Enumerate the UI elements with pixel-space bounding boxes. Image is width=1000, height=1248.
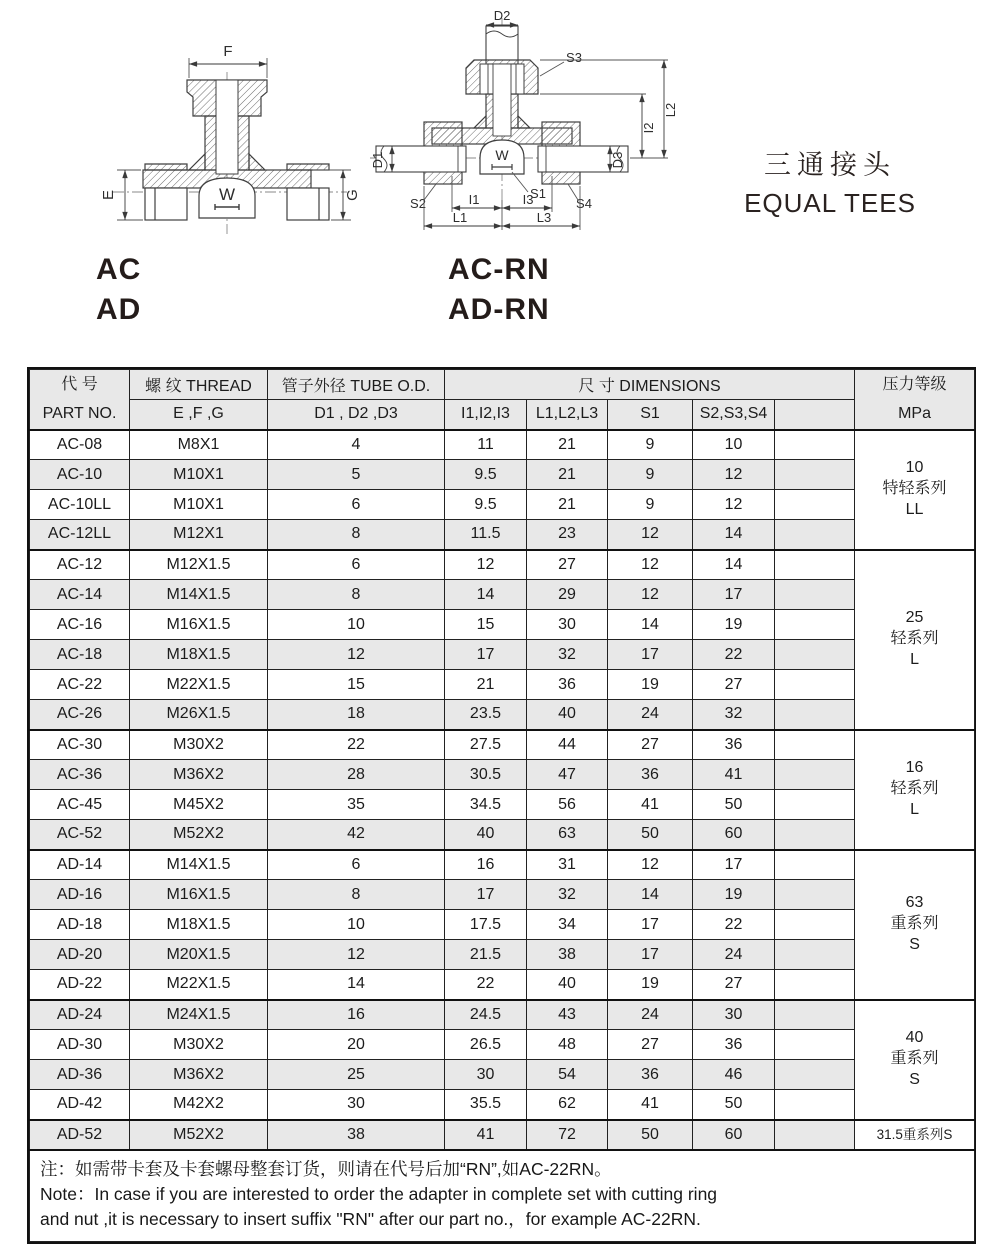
- cell-part-no: AC-52: [30, 820, 130, 850]
- col-header-l: L1,L2,L3: [527, 400, 608, 430]
- cell-s234: 19: [693, 610, 775, 640]
- cell-s1: 14: [608, 610, 693, 640]
- cell-s234: 22: [693, 910, 775, 940]
- note-cell: [30, 1150, 975, 1242]
- cell-tube-od: 15: [268, 670, 445, 700]
- cell-part-no: AD-14: [30, 850, 130, 880]
- cell-tube-od: 4: [268, 430, 445, 460]
- cell-thread: M20X1.5: [130, 940, 268, 970]
- cell-blank: [775, 790, 855, 820]
- cell-l: 43: [527, 1000, 608, 1030]
- s3-leader: [540, 62, 564, 76]
- cell-thread: M52X2: [130, 820, 268, 850]
- table-row: [30, 490, 975, 520]
- cell-l: 23: [527, 520, 608, 550]
- cell-s1: 19: [608, 670, 693, 700]
- cell-blank: [775, 850, 855, 880]
- cell-i: 11: [445, 430, 527, 460]
- cell-s234: 24: [693, 940, 775, 970]
- cell-thread: M8X1: [130, 430, 268, 460]
- cell-tube-od: 16: [268, 1000, 445, 1030]
- s1-leader: [512, 172, 528, 192]
- title-block: [690, 143, 970, 219]
- cell-tube-od: 42: [268, 820, 445, 850]
- pressure-rating-cell: 31.5重系列S: [855, 1120, 975, 1150]
- table-row: [30, 1060, 975, 1090]
- cell-i: 14: [445, 580, 527, 610]
- cell-blank: [775, 880, 855, 910]
- cell-s1: 9: [608, 460, 693, 490]
- cell-s1: 17: [608, 940, 693, 970]
- cell-s234: 41: [693, 760, 775, 790]
- dim-label-d3: D3: [610, 151, 625, 169]
- cell-i: 26.5: [445, 1030, 527, 1060]
- diagram-tee-assembly: [362, 10, 692, 245]
- cell-blank: [775, 490, 855, 520]
- cell-tube-od: 14: [268, 970, 445, 1000]
- diagram-tee-section: [55, 28, 365, 245]
- dim-label-i2: I2: [641, 122, 656, 134]
- cell-tube-od: 28: [268, 760, 445, 790]
- cell-blank: [775, 940, 855, 970]
- cell-thread: M18X1.5: [130, 910, 268, 940]
- cell-s1: 41: [608, 790, 693, 820]
- cell-part-no: AD-30: [30, 1030, 130, 1060]
- cell-s1: 27: [608, 1030, 693, 1060]
- cell-thread: M24X1.5: [130, 1000, 268, 1030]
- cell-part-no: AD-18: [30, 910, 130, 940]
- cell-l: 34: [527, 910, 608, 940]
- cell-tube-od: 12: [268, 940, 445, 970]
- col-header-thread: 螺 纹 THREAD: [130, 370, 268, 400]
- note-line-1: 注：如需带卡套及卡套螺母整套订货，则请在代号后加“RN”,如AC-22RN。: [40, 1158, 612, 1179]
- cell-s1: 24: [608, 700, 693, 730]
- cell-l: 36: [527, 670, 608, 700]
- cell-tube-od: 10: [268, 610, 445, 640]
- cell-s1: 12: [608, 520, 693, 550]
- cell-s234: 22: [693, 640, 775, 670]
- cell-thread: M10X1: [130, 490, 268, 520]
- col-header-s234: S2,S3,S4: [693, 400, 775, 430]
- pressure-rating-cell: 25 轻系列 L: [855, 550, 975, 730]
- cell-part-no: AC-12LL: [30, 520, 130, 550]
- cell-thread: M18X1.5: [130, 640, 268, 670]
- cell-i: 15: [445, 610, 527, 640]
- cell-l: 21: [527, 490, 608, 520]
- cell-tube-od: 20: [268, 1030, 445, 1060]
- cell-tube-od: 10: [268, 910, 445, 940]
- cell-l: 44: [527, 730, 608, 760]
- col-header-pressure-cn: 压力等级: [882, 376, 947, 394]
- cell-thread: M36X2: [130, 760, 268, 790]
- cell-part-no: AC-12: [30, 550, 130, 580]
- dim-label-i3: I3: [522, 192, 534, 207]
- dim-label-s3: S3: [566, 50, 582, 65]
- brand-logo: W: [495, 147, 509, 163]
- cell-thread: M26X1.5: [130, 700, 268, 730]
- cell-l: 31: [527, 850, 608, 880]
- cell-i: 22: [445, 970, 527, 1000]
- table-row: [30, 730, 975, 760]
- cell-i: 21: [445, 670, 527, 700]
- product-code-ac: AC: [96, 253, 142, 286]
- dim-label-e: E: [100, 189, 117, 201]
- col-header-pressure: [855, 370, 975, 430]
- cell-s1: 12: [608, 850, 693, 880]
- cell-l: 47: [527, 760, 608, 790]
- table-row: [30, 1090, 975, 1120]
- dim-label-d1: D1: [370, 151, 385, 169]
- cell-s1: 41: [608, 1090, 693, 1120]
- cell-thread: M45X2: [130, 790, 268, 820]
- cell-i: 40: [445, 820, 527, 850]
- cell-tube-od: 8: [268, 520, 445, 550]
- cell-l: 40: [527, 700, 608, 730]
- dim-label-g: G: [344, 189, 361, 201]
- dim-label-l1: L1: [452, 210, 468, 225]
- cell-s1: 24: [608, 1000, 693, 1030]
- cell-tube-od: 8: [268, 580, 445, 610]
- cell-blank: [775, 970, 855, 1000]
- cell-thread: M22X1.5: [130, 670, 268, 700]
- cell-i: 24.5: [445, 1000, 527, 1030]
- cell-s1: 36: [608, 1060, 693, 1090]
- cell-s1: 17: [608, 910, 693, 940]
- product-code-ad: AD: [96, 293, 142, 326]
- cell-tube-od: 8: [268, 880, 445, 910]
- cell-s234: 60: [693, 820, 775, 850]
- note-line-2: Note：In case if you are interested to order the adapter in complete set with cutting ring: [40, 1183, 718, 1204]
- cell-thread: M30X2: [130, 1030, 268, 1060]
- cell-part-no: AC-14: [30, 580, 130, 610]
- cell-i: 27.5: [445, 730, 527, 760]
- cell-s234: 46: [693, 1060, 775, 1090]
- cell-tube-od: 38: [268, 1120, 445, 1150]
- col-header-tube-od: 管子外径 TUBE O.D.: [268, 370, 445, 400]
- cell-s234: 17: [693, 580, 775, 610]
- table-row: [30, 1030, 975, 1060]
- cell-l: 38: [527, 940, 608, 970]
- cell-s1: 19: [608, 970, 693, 1000]
- cell-part-no: AD-24: [30, 1000, 130, 1030]
- cell-thread: M12X1.5: [130, 550, 268, 580]
- col-header-i: I1,I2,I3: [445, 400, 527, 430]
- cell-part-no: AC-26: [30, 700, 130, 730]
- cell-blank: [775, 430, 855, 460]
- cell-part-no: AC-16: [30, 610, 130, 640]
- table-row: [30, 460, 975, 490]
- table-row: [30, 850, 975, 880]
- cell-blank: [775, 1090, 855, 1120]
- dim-label-i1: I1: [468, 192, 480, 207]
- cell-blank: [775, 580, 855, 610]
- cell-part-no: AC-08: [30, 430, 130, 460]
- cell-s234: 12: [693, 460, 775, 490]
- table-row: [30, 520, 975, 550]
- col-header-tube-od-sub: D1 , D2 ,D3: [268, 400, 445, 430]
- cell-l: 21: [527, 460, 608, 490]
- cell-blank: [775, 700, 855, 730]
- table-row: [30, 430, 975, 460]
- cell-s234: 27: [693, 670, 775, 700]
- cell-part-no: AD-42: [30, 1090, 130, 1120]
- cell-l: 32: [527, 640, 608, 670]
- cell-part-no: AD-52: [30, 1120, 130, 1150]
- pressure-rating-cell: 63 重系列 S: [855, 850, 975, 1000]
- cell-thread: M10X1: [130, 460, 268, 490]
- cell-thread: M14X1.5: [130, 850, 268, 880]
- cell-l: 48: [527, 1030, 608, 1060]
- table-row: [30, 970, 975, 1000]
- cell-l: 62: [527, 1090, 608, 1120]
- dim-label-s2: S2: [410, 196, 426, 211]
- cell-i: 11.5: [445, 520, 527, 550]
- table-row: [30, 700, 975, 730]
- cell-s234: 27: [693, 970, 775, 1000]
- cell-s234: 36: [693, 1030, 775, 1060]
- col-header-pressure-unit: MPa: [898, 405, 931, 423]
- cell-s1: 12: [608, 580, 693, 610]
- cell-i: 12: [445, 550, 527, 580]
- cell-blank: [775, 550, 855, 580]
- cell-i: 9.5: [445, 490, 527, 520]
- cell-blank: [775, 610, 855, 640]
- dim-label-s1: S1: [530, 186, 546, 201]
- page-title-cn: 三通接头: [764, 150, 896, 180]
- dim-label-f: F: [223, 43, 233, 60]
- cell-part-no: AD-16: [30, 880, 130, 910]
- cell-part-no: AC-30: [30, 730, 130, 760]
- cell-tube-od: 22: [268, 730, 445, 760]
- table-body: [30, 430, 975, 1150]
- cell-s234: 19: [693, 880, 775, 910]
- cell-blank: [775, 640, 855, 670]
- pressure-rating-cell: 10 特轻系列 LL: [855, 430, 975, 550]
- table-row: [30, 880, 975, 910]
- col-header-part-no: [30, 370, 130, 430]
- dim-label-l3: L3: [536, 210, 552, 225]
- cell-s234: 50: [693, 790, 775, 820]
- cell-thread: M30X2: [130, 730, 268, 760]
- cell-i: 30.5: [445, 760, 527, 790]
- dim-e-lines: [117, 170, 143, 220]
- table-row: [30, 910, 975, 940]
- cell-part-no: AD-36: [30, 1060, 130, 1090]
- col-header-dimensions: 尺 寸 DIMENSIONS: [445, 370, 855, 400]
- cell-i: 17: [445, 880, 527, 910]
- cell-s1: 9: [608, 490, 693, 520]
- cell-s234: 60: [693, 1120, 775, 1150]
- cell-tube-od: 6: [268, 550, 445, 580]
- dimensions-table-wrapper: [27, 367, 976, 1244]
- cell-thread: M36X2: [130, 1060, 268, 1090]
- col-header-part-no-en: PART NO.: [42, 405, 117, 423]
- pressure-rating-cell: 40 重系列 S: [855, 1000, 975, 1120]
- cell-l: 21: [527, 430, 608, 460]
- table-row: [30, 580, 975, 610]
- table-row: [30, 640, 975, 670]
- cell-l: 63: [527, 820, 608, 850]
- cell-s234: 12: [693, 490, 775, 520]
- cell-tube-od: 6: [268, 850, 445, 880]
- table-row: [30, 610, 975, 640]
- table-row: [30, 790, 975, 820]
- dim-label-d2: D2: [493, 10, 511, 23]
- table-row: [30, 550, 975, 580]
- cell-blank: [775, 460, 855, 490]
- cell-s1: 50: [608, 1120, 693, 1150]
- table-row: [30, 940, 975, 970]
- cell-part-no: AC-18: [30, 640, 130, 670]
- cell-tube-od: 25: [268, 1060, 445, 1090]
- bore: [493, 64, 511, 136]
- col-header-s1: S1: [608, 400, 693, 430]
- cell-s1: 50: [608, 820, 693, 850]
- col-header-blank: [775, 400, 855, 430]
- cell-s1: 36: [608, 760, 693, 790]
- dimensions-table: [29, 369, 975, 1242]
- dim-f-lines: [189, 58, 267, 78]
- cell-s234: 50: [693, 1090, 775, 1120]
- cell-i: 30: [445, 1060, 527, 1090]
- cell-tube-od: 12: [268, 640, 445, 670]
- cell-i: 35.5: [445, 1090, 527, 1120]
- cell-i: 34.5: [445, 790, 527, 820]
- cell-part-no: AC-10LL: [30, 490, 130, 520]
- cell-blank: [775, 1030, 855, 1060]
- cell-tube-od: 18: [268, 700, 445, 730]
- dim-label-l2: L2: [663, 102, 678, 118]
- top-tube: [486, 26, 518, 64]
- cell-l: 56: [527, 790, 608, 820]
- cell-s1: 27: [608, 730, 693, 760]
- page-title-en: EQUAL TEES: [744, 188, 916, 218]
- cell-tube-od: 35: [268, 790, 445, 820]
- cell-part-no: AD-20: [30, 940, 130, 970]
- cell-l: 54: [527, 1060, 608, 1090]
- cell-tube-od: 30: [268, 1090, 445, 1120]
- cell-blank: [775, 820, 855, 850]
- cell-part-no: AC-10: [30, 460, 130, 490]
- cell-s234: 14: [693, 520, 775, 550]
- brand-logo: W: [218, 185, 236, 204]
- cell-s234: 17: [693, 850, 775, 880]
- cell-i: 17: [445, 640, 527, 670]
- cell-l: 27: [527, 550, 608, 580]
- table-row: [30, 670, 975, 700]
- cell-s234: 32: [693, 700, 775, 730]
- pressure-rating-cell: 16 轻系列 L: [855, 730, 975, 850]
- cell-i: 41: [445, 1120, 527, 1150]
- cell-thread: M14X1.5: [130, 580, 268, 610]
- product-code-ad-rn: AD-RN: [448, 293, 550, 326]
- cell-s1: 12: [608, 550, 693, 580]
- cell-i: 23.5: [445, 700, 527, 730]
- cell-s234: 14: [693, 550, 775, 580]
- cell-thread: M22X1.5: [130, 970, 268, 1000]
- cell-s1: 14: [608, 880, 693, 910]
- cell-l: 29: [527, 580, 608, 610]
- cell-blank: [775, 520, 855, 550]
- cell-blank: [775, 730, 855, 760]
- cell-thread: M42X2: [130, 1090, 268, 1120]
- cell-thread: M12X1: [130, 520, 268, 550]
- cell-part-no: AC-22: [30, 670, 130, 700]
- col-header-thread-sub: E ,F ,G: [130, 400, 268, 430]
- product-code-ac-rn: AC-RN: [448, 253, 550, 286]
- cell-thread: M52X2: [130, 1120, 268, 1150]
- cell-tube-od: 5: [268, 460, 445, 490]
- table-row: [30, 820, 975, 850]
- cell-thread: M16X1.5: [130, 610, 268, 640]
- table-row: [30, 1000, 975, 1030]
- cell-i: 17.5: [445, 910, 527, 940]
- cell-blank: [775, 1000, 855, 1030]
- cell-blank: [775, 910, 855, 940]
- note-line-3: and nut ,it is necessary to insert suffix "RN" after our part no.，for example AC-22RN.: [40, 1209, 701, 1230]
- note-row: [30, 1150, 975, 1242]
- cell-tube-od: 6: [268, 490, 445, 520]
- cell-blank: [775, 1120, 855, 1150]
- cell-i: 16: [445, 850, 527, 880]
- cell-thread: M16X1.5: [130, 880, 268, 910]
- cell-l: 40: [527, 970, 608, 1000]
- cell-blank: [775, 1060, 855, 1090]
- dim-label-s4: S4: [576, 196, 592, 211]
- cell-s1: 17: [608, 640, 693, 670]
- cell-part-no: AC-45: [30, 790, 130, 820]
- cell-s234: 36: [693, 730, 775, 760]
- cell-s234: 30: [693, 1000, 775, 1030]
- cell-blank: [775, 670, 855, 700]
- cell-i: 9.5: [445, 460, 527, 490]
- cell-i: 21.5: [445, 940, 527, 970]
- table-row: [30, 1120, 975, 1150]
- col-header-part-no-cn: 代 号: [61, 376, 98, 394]
- table-row: [30, 760, 975, 790]
- bore: [216, 80, 238, 174]
- cell-s1: 9: [608, 430, 693, 460]
- cell-part-no: AD-22: [30, 970, 130, 1000]
- cell-blank: [775, 760, 855, 790]
- cell-l: 30: [527, 610, 608, 640]
- cell-l: 32: [527, 880, 608, 910]
- cell-s234: 10: [693, 430, 775, 460]
- cell-part-no: AC-36: [30, 760, 130, 790]
- cell-l: 72: [527, 1120, 608, 1150]
